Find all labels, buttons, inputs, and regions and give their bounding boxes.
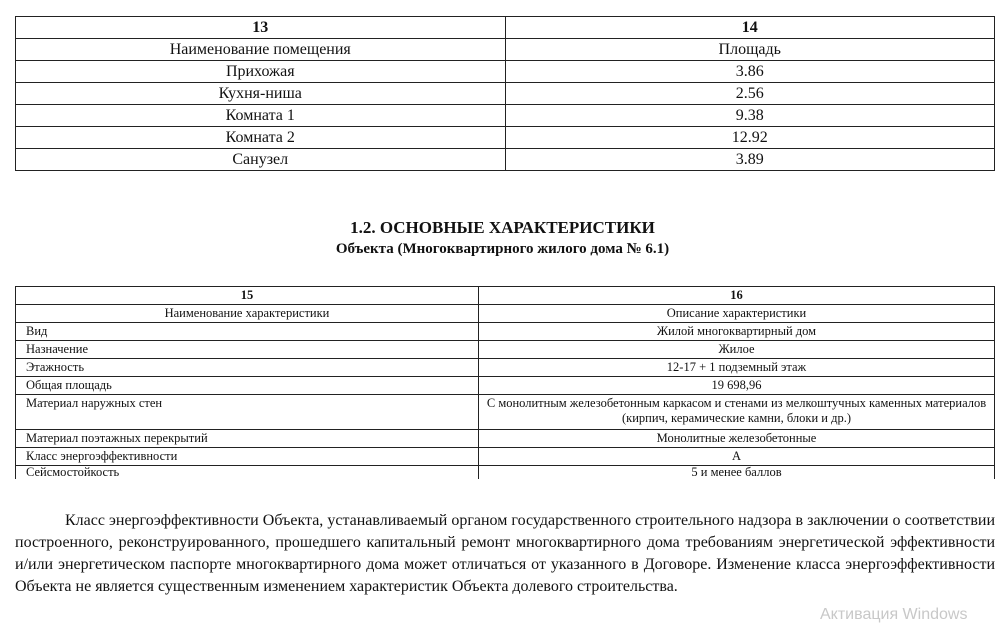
- rooms-header-area: Площадь: [505, 39, 995, 61]
- table-row: [16, 127, 995, 149]
- section-title: 1.2. ОСНОВНЫЕ ХАРАКТЕРИСТИКИ: [350, 218, 655, 237]
- rooms-col-number: 13: [16, 17, 506, 39]
- char-value: 12-17 + 1 подземный этаж: [479, 359, 995, 377]
- table-row: [16, 466, 995, 480]
- char-header-name: Наименование характеристики: [16, 305, 479, 323]
- table-row: [16, 149, 995, 171]
- characteristics-table: [15, 286, 995, 479]
- char-value: Монолитные железобетонные: [479, 430, 995, 448]
- rooms-col-numbers-row: [16, 17, 995, 39]
- room-name: Комната 1: [16, 105, 506, 127]
- table-row: [16, 341, 995, 359]
- table-row: [16, 377, 995, 395]
- room-area: 2.56: [505, 83, 995, 105]
- energy-class-note: Класс энергоэффективности Объекта, устанавливаемый органом государственного строительного надзора в заключении о соответствии построенного, реконструированного, прошедшего капитальный ремонт многоквартирного дома требованиям энергетической эффективности и/или энергетическом паспорте многоквартирного дома может отличаться от указанного в Договоре. Изменение класса энергоэффективности Объекта не является существенным изменением характеристик Объекта долевого строительства.: [15, 512, 995, 595]
- char-value: С монолитным железобетонным каркасом и стенами из мелкоштучных каменных материалов (кирпич, керамические камни, блоки и др.): [479, 395, 995, 430]
- room-area: 3.89: [505, 149, 995, 171]
- char-col-numbers-row: [16, 287, 995, 305]
- room-name: Комната 2: [16, 127, 506, 149]
- char-value: А: [479, 448, 995, 466]
- char-header-row: [16, 305, 995, 323]
- rooms-col-number: 14: [505, 17, 995, 39]
- table-row: [16, 61, 995, 83]
- room-name: Кухня-ниша: [16, 83, 506, 105]
- char-name: Назначение: [16, 341, 479, 359]
- table-row: [16, 359, 995, 377]
- char-name: Материал наружных стен: [16, 395, 479, 430]
- room-area: 12.92: [505, 127, 995, 149]
- char-value: Жилое: [479, 341, 995, 359]
- char-value: Жилой многоквартирный дом: [479, 323, 995, 341]
- room-area: 3.86: [505, 61, 995, 83]
- windows-activation-watermark: Активация Windows: [820, 606, 968, 623]
- rooms-table: [15, 16, 995, 171]
- char-name: Вид: [16, 323, 479, 341]
- room-name: Санузел: [16, 149, 506, 171]
- char-name: Класс энергоэффективности: [16, 448, 479, 466]
- table-row: [16, 430, 995, 448]
- char-name: Материал поэтажных перекрытий: [16, 430, 479, 448]
- table-row: [16, 323, 995, 341]
- char-value: 19 698,96: [479, 377, 995, 395]
- char-name: Этажность: [16, 359, 479, 377]
- char-col-number: 16: [479, 287, 995, 305]
- rooms-header-name: Наименование помещения: [16, 39, 506, 61]
- rooms-header-row: [16, 39, 995, 61]
- char-col-number: 15: [16, 287, 479, 305]
- room-name: Прихожая: [16, 61, 506, 83]
- char-value: 5 и менее баллов: [479, 466, 995, 480]
- table-row: [16, 448, 995, 466]
- char-name: Сейсмостойкость: [16, 466, 479, 480]
- char-header-value: Описание характеристики: [479, 305, 995, 323]
- room-area: 9.38: [505, 105, 995, 127]
- section-subtitle: Объекта (Многоквартирного жилого дома № 6.1): [335, 241, 670, 257]
- table-row: [16, 83, 995, 105]
- table-row: [16, 105, 995, 127]
- char-name: Общая площадь: [16, 377, 479, 395]
- table-row: [16, 395, 995, 430]
